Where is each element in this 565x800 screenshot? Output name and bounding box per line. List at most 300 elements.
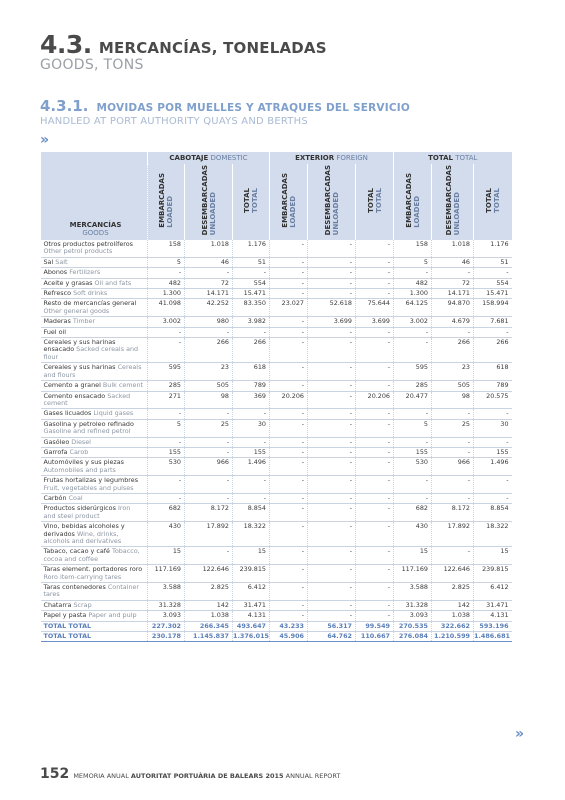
- table-cell: 2.825: [432, 583, 474, 601]
- table-row: [41, 611, 512, 621]
- table-cell: 5: [394, 257, 432, 267]
- table-cell: 3.002: [148, 317, 185, 327]
- table-row: [41, 409, 512, 419]
- table-row: [41, 476, 512, 494]
- footer-post: ANNUAL REPORT: [285, 772, 341, 780]
- table-cell: 43.233: [270, 621, 308, 631]
- table-cell: 966: [432, 458, 474, 476]
- table-cell: 682: [394, 504, 432, 522]
- table-cell: -: [148, 476, 185, 494]
- table-cell: 3.588: [148, 583, 185, 601]
- table-cell: 23: [432, 363, 474, 381]
- table-row: [41, 437, 512, 447]
- row-label: Taras contenedores Container tares: [41, 583, 148, 601]
- table-cell: -: [356, 278, 394, 288]
- double-chevron-icon: »: [515, 726, 525, 742]
- table-cell: 1.176: [233, 240, 270, 257]
- table-cell: 99.549: [356, 621, 394, 631]
- row-label: Vino, bebidas alcoholes y derivados Wine, drinks, alcohols and derivatives: [41, 522, 148, 547]
- table-cell: 5: [148, 257, 185, 267]
- row-label: Garrofa Carob: [41, 447, 148, 457]
- table-row: [41, 257, 512, 267]
- table-cell: 285: [394, 381, 432, 391]
- table-cell: -: [308, 257, 356, 267]
- table-cell: -: [308, 327, 356, 337]
- table-cell: 618: [474, 363, 512, 381]
- table-cell: -: [270, 327, 308, 337]
- table-cell: 595: [394, 363, 432, 381]
- table-cell: -: [185, 268, 233, 278]
- table-cell: 52.618: [308, 299, 356, 317]
- table-cell: 15: [148, 547, 185, 565]
- table-cell: 266: [474, 338, 512, 363]
- table-cell: 20.575: [474, 391, 512, 409]
- table-cell: 158: [148, 240, 185, 257]
- table-cell: -: [308, 583, 356, 601]
- footer-pre: MEMORIA ANUAL: [73, 772, 129, 780]
- table-cell: 15.471: [233, 289, 270, 299]
- table-cell: -: [233, 476, 270, 494]
- table-cell: -: [356, 338, 394, 363]
- section-title-es: MERCANCÍAS, TONELADAS: [98, 39, 327, 57]
- table-cell: -: [356, 611, 394, 621]
- table-cell: 5: [394, 419, 432, 437]
- table-row: [41, 447, 512, 457]
- table-cell: 493.647: [233, 621, 270, 631]
- row-label: Taras element. portadores roro Roro item-carrying tares: [41, 565, 148, 583]
- table-cell: -: [270, 493, 308, 503]
- table-cell: -: [148, 437, 185, 447]
- group-header-domestic: CABOTAJE DOMESTIC: [148, 152, 270, 164]
- table-row: [41, 419, 512, 437]
- goods-table: [40, 152, 512, 642]
- table-cell: -: [185, 327, 233, 337]
- table-cell: 266: [233, 338, 270, 363]
- subcolumn-header: TOTAL TOTAL: [233, 164, 270, 240]
- subcolumn-header: TOTAL TOTAL: [474, 164, 512, 240]
- row-label: Abonos Fertilizers: [41, 268, 148, 278]
- table-cell: -: [432, 447, 474, 457]
- table-cell: -: [148, 493, 185, 503]
- row-label: TOTAL TOTAL: [41, 621, 148, 631]
- table-cell: 3.588: [394, 583, 432, 601]
- table-cell: -: [270, 476, 308, 494]
- table-cell: -: [432, 476, 474, 494]
- row-label: Cereales y sus harinas Cereals and flours: [41, 363, 148, 381]
- table-cell: 117.169: [394, 565, 432, 583]
- table-cell: -: [308, 458, 356, 476]
- table-cell: 18.322: [233, 522, 270, 547]
- table-cell: 3.093: [148, 611, 185, 621]
- row-label: Cemento a granel Bulk cement: [41, 381, 148, 391]
- row-label: Frutas hortalizas y legumbres Fruit, vegetables and pulses: [41, 476, 148, 494]
- row-label: Refresco Soft drinks: [41, 289, 148, 299]
- goods-column-header: MERCANCÍAS GOODS: [41, 152, 148, 240]
- row-label: Aceite y grasas Oil and fats: [41, 278, 148, 288]
- table-cell: 158: [394, 240, 432, 257]
- table-cell: 3.699: [308, 317, 356, 327]
- table-cell: 31.471: [233, 600, 270, 610]
- table-cell: -: [270, 363, 308, 381]
- table-cell: -: [356, 268, 394, 278]
- table-cell: -: [148, 409, 185, 419]
- table-row: [41, 600, 512, 610]
- table-cell: 20.206: [356, 391, 394, 409]
- table-cell: -: [270, 611, 308, 621]
- table-cell: -: [474, 327, 512, 337]
- row-label: Papel y pasta Paper and pulp: [41, 611, 148, 621]
- table-cell: -: [308, 338, 356, 363]
- table-cell: 3.002: [394, 317, 432, 327]
- table-row: [41, 338, 512, 363]
- table-cell: -: [308, 289, 356, 299]
- table-cell: 1.376.015: [233, 632, 269, 641]
- table-cell: 230.178: [148, 632, 185, 642]
- table-cell: 505: [185, 381, 233, 391]
- table-cell: 158.994: [474, 299, 512, 317]
- table-cell: 30: [233, 419, 270, 437]
- table-cell: -: [308, 447, 356, 457]
- table-cell: -: [308, 278, 356, 288]
- table-row: [41, 391, 512, 409]
- group-header-total: TOTAL TOTAL: [394, 152, 512, 164]
- table-cell: -: [148, 327, 185, 337]
- table-cell: 789: [233, 381, 270, 391]
- table-cell: 593.196: [474, 621, 512, 631]
- table-cell: 482: [148, 278, 185, 288]
- table-cell: -: [356, 522, 394, 547]
- table-cell: 1.038: [185, 611, 233, 621]
- table-cell: 41.098: [148, 299, 185, 317]
- table-cell: -: [270, 381, 308, 391]
- table-cell: 18.322: [474, 522, 512, 547]
- table-cell: 8.854: [233, 504, 270, 522]
- table-cell: -: [308, 476, 356, 494]
- subsection-number: 4.3.1.: [40, 97, 89, 115]
- table-cell: 23: [185, 363, 233, 381]
- table-row: [41, 381, 512, 391]
- table-cell: -: [270, 317, 308, 327]
- table-cell: 20.477: [394, 391, 432, 409]
- table-cell: 1.496: [474, 458, 512, 476]
- table-cell: -: [185, 409, 233, 419]
- table-cell: -: [394, 476, 432, 494]
- table-cell: 266: [432, 338, 474, 363]
- page-footer: [40, 766, 340, 782]
- table-cell: -: [270, 338, 308, 363]
- table-row: [41, 240, 512, 257]
- subcolumn-header: DESEMBARCADAS UNLOADED: [432, 164, 474, 240]
- table-cell: -: [308, 611, 356, 621]
- table-cell: 266.345: [185, 621, 233, 631]
- table-cell: 3.093: [394, 611, 432, 621]
- subcolumn-header: EMBARCADAS LOADED: [270, 164, 308, 240]
- subsection-title-es: MOVIDAS POR MUELLES Y ATRAQUES DEL SERVICIO: [96, 102, 410, 114]
- table-cell: -: [356, 240, 394, 257]
- table-cell: -: [233, 268, 270, 278]
- table-cell: 64.125: [394, 299, 432, 317]
- table-row: [41, 583, 512, 601]
- subsection-title-en: HANDLED AT PORT AUTHORITY QUAYS AND BERTHS: [40, 116, 308, 127]
- row-label: Resto de mercancías general Other general goods: [41, 299, 148, 317]
- table-cell: 430: [394, 522, 432, 547]
- table-cell: -: [308, 522, 356, 547]
- table-cell: 530: [394, 458, 432, 476]
- table-cell: -: [474, 268, 512, 278]
- section-heading: [40, 30, 327, 73]
- table-cell: 31.328: [148, 600, 185, 610]
- row-label: Fuel oil: [41, 327, 148, 337]
- table-cell: 980: [185, 317, 233, 327]
- table-cell: 15.471: [474, 289, 512, 299]
- table-cell: 789: [474, 381, 512, 391]
- table-cell: -: [394, 338, 432, 363]
- table-cell: -: [432, 437, 474, 447]
- table-cell: -: [308, 547, 356, 565]
- table-cell: 20.206: [270, 391, 308, 409]
- table-cell: -: [185, 476, 233, 494]
- table-cell: 142: [185, 600, 233, 610]
- table-cell: 64.762: [308, 632, 356, 642]
- table-cell: 51: [474, 257, 512, 267]
- table-cell: 505: [432, 381, 474, 391]
- table-cell: 554: [474, 278, 512, 288]
- table-cell: -: [432, 547, 474, 565]
- table-cell: -: [432, 327, 474, 337]
- row-label: TOTAL TOTAL: [41, 632, 148, 642]
- table-cell: 682: [148, 504, 185, 522]
- footer-org: AUTORITAT PORTUÀRIA DE BALEARS 2015: [130, 772, 284, 780]
- table-cell: 1.038: [432, 611, 474, 621]
- table-cell: 2.825: [185, 583, 233, 601]
- table-cell: 7.681: [474, 317, 512, 327]
- table-cell: -: [356, 289, 394, 299]
- table-cell: 6.412: [233, 583, 270, 601]
- table-cell: 266: [185, 338, 233, 363]
- table-cell: 618: [233, 363, 270, 381]
- table-cell: -: [270, 240, 308, 257]
- table-cell: 98: [185, 391, 233, 409]
- table-cell: 72: [185, 278, 233, 288]
- table-cell: 31.471: [474, 600, 512, 610]
- table-cell: -: [356, 363, 394, 381]
- table-cell: 155: [148, 447, 185, 457]
- table-cell: 142: [432, 600, 474, 610]
- table-cell: 56.317: [308, 621, 356, 631]
- table-cell: -: [270, 409, 308, 419]
- table-cell: -: [356, 547, 394, 565]
- row-label: Gases licuados Liquid gases: [41, 409, 148, 419]
- table-row: [41, 289, 512, 299]
- table-row: [41, 363, 512, 381]
- table-cell: 1.145.837: [185, 632, 233, 642]
- table-cell: -: [356, 600, 394, 610]
- table-cell: 110.667: [356, 632, 394, 642]
- table-cell: 17.892: [432, 522, 474, 547]
- table-cell: 122.646: [432, 565, 474, 583]
- table-cell: -: [270, 437, 308, 447]
- table-row: [41, 327, 512, 337]
- table-cell: 530: [148, 458, 185, 476]
- table-cell: 4.131: [233, 611, 270, 621]
- table-cell: -: [394, 493, 432, 503]
- table-cell: -: [474, 437, 512, 447]
- table-cell: -: [308, 565, 356, 583]
- table-cell: 1.210.599: [432, 632, 474, 642]
- row-label: Productos siderúrgicos Iron and steel product: [41, 504, 148, 522]
- table-cell: -: [432, 268, 474, 278]
- table-cell: 94.870: [432, 299, 474, 317]
- table-cell: 155: [394, 447, 432, 457]
- row-label: Carbón Coal: [41, 493, 148, 503]
- table-cell: 276.084: [394, 632, 432, 642]
- table-cell: 4.131: [474, 611, 512, 621]
- table-cell: -: [432, 493, 474, 503]
- table-cell: -: [270, 458, 308, 476]
- table-cell: 1.300: [148, 289, 185, 299]
- table-cell: 25: [185, 419, 233, 437]
- table-cell: 30: [474, 419, 512, 437]
- group-header-foreign: EXTERIOR FOREIGN: [270, 152, 394, 164]
- table-cell: 46: [432, 257, 474, 267]
- table-cell: -: [356, 493, 394, 503]
- table-cell: 595: [148, 363, 185, 381]
- table-cell: 155: [233, 447, 270, 457]
- table-cell: -: [474, 409, 512, 419]
- table-cell: 6.412: [474, 583, 512, 601]
- table-cell: 17.892: [185, 522, 233, 547]
- table-row: [41, 458, 512, 476]
- table-cell: -: [308, 363, 356, 381]
- subcolumn-header: EMBARCADAS LOADED: [394, 164, 432, 240]
- subcolumn-header: DESEMBARCADAS UNLOADED: [308, 164, 356, 240]
- table-cell: -: [185, 493, 233, 503]
- table-cell: -: [308, 381, 356, 391]
- table-cell: -: [270, 257, 308, 267]
- table-cell: 15: [233, 547, 270, 565]
- table-cell: -: [474, 476, 512, 494]
- subcolumn-header: DESEMBARCADAS UNLOADED: [185, 164, 233, 240]
- table-cell: 14.171: [432, 289, 474, 299]
- table-cell: -: [185, 547, 233, 565]
- table-cell: 239.815: [474, 565, 512, 583]
- table-cell: -: [270, 278, 308, 288]
- table-cell: -: [394, 409, 432, 419]
- row-label: Cereales y sus harinas ensacado Sacked cereals and flour: [41, 338, 148, 363]
- table-cell: -: [356, 437, 394, 447]
- table-cell: -: [308, 391, 356, 409]
- table-row: [41, 565, 512, 583]
- table-cell: -: [308, 504, 356, 522]
- table-cell: 98: [432, 391, 474, 409]
- table-cell: -: [185, 437, 233, 447]
- table-cell: 1.018: [432, 240, 474, 257]
- table-cell: 270.535: [394, 621, 432, 631]
- table-cell: 25: [432, 419, 474, 437]
- table-cell: -: [432, 409, 474, 419]
- table-cell: -: [270, 547, 308, 565]
- table-cell: 122.646: [185, 565, 233, 583]
- table-cell: -: [270, 419, 308, 437]
- table-cell: -: [270, 504, 308, 522]
- table-cell: 155: [474, 447, 512, 457]
- table-cell: 117.169: [148, 565, 185, 583]
- table-cell: -: [185, 447, 233, 457]
- row-label: Gasolina y petroleo refinado Gasoline and refined petrol: [41, 419, 148, 437]
- table-cell: -: [308, 268, 356, 278]
- table-cell: 14.171: [185, 289, 233, 299]
- table-cell: -: [270, 565, 308, 583]
- row-label: Otros productos petrolíferos Other petrol products: [41, 240, 148, 257]
- table-cell: 42.252: [185, 299, 233, 317]
- table-cell: -: [394, 268, 432, 278]
- table-cell: 5: [148, 419, 185, 437]
- row-label: Cemento ensacado Sacked cement: [41, 391, 148, 409]
- row-label: Maderas Timber: [41, 317, 148, 327]
- table-row: [41, 493, 512, 503]
- table-cell: -: [356, 257, 394, 267]
- table-cell: -: [270, 583, 308, 601]
- section-title-en: GOODS, TONS: [40, 57, 144, 73]
- table-cell: -: [308, 600, 356, 610]
- table-cell: -: [394, 437, 432, 447]
- row-label: Sal Salt: [41, 257, 148, 267]
- table-row: [41, 268, 512, 278]
- table-cell: -: [356, 327, 394, 337]
- table-cell: 1.018: [185, 240, 233, 257]
- table-cell: -: [270, 289, 308, 299]
- table-cell: 1.496: [233, 458, 270, 476]
- table-cell: 285: [148, 381, 185, 391]
- table-cell: 1.300: [394, 289, 432, 299]
- table-cell: 15: [394, 547, 432, 565]
- table-cell: -: [270, 522, 308, 547]
- table-cell: 23.027: [270, 299, 308, 317]
- table-cell: 4.679: [432, 317, 474, 327]
- table-cell: 8.172: [432, 504, 474, 522]
- table-row: [41, 299, 512, 317]
- page-number: 152: [40, 766, 70, 782]
- table-cell: 46: [185, 257, 233, 267]
- total-row: [41, 632, 512, 642]
- table-cell: 322.662: [432, 621, 474, 631]
- subcolumn-header: EMBARCADAS LOADED: [148, 164, 185, 240]
- table-row: [41, 522, 512, 547]
- table-cell: -: [308, 409, 356, 419]
- table-cell: -: [308, 437, 356, 447]
- table-cell: -: [356, 476, 394, 494]
- table-cell: 45.906: [270, 632, 308, 642]
- subcolumn-header: TOTAL TOTAL: [356, 164, 394, 240]
- table-cell: 1.176: [474, 240, 512, 257]
- double-chevron-icon: »: [40, 132, 50, 148]
- table-cell: -: [233, 409, 270, 419]
- table-row: [41, 547, 512, 565]
- table-cell: 3.699: [356, 317, 394, 327]
- row-label: Chatarra Scrap: [41, 600, 148, 610]
- table-cell: 83.350: [233, 299, 270, 317]
- table-cell: -: [394, 327, 432, 337]
- table-cell: 430: [148, 522, 185, 547]
- table-cell: -: [356, 565, 394, 583]
- table-cell: 227.302: [148, 621, 185, 631]
- table-cell: -: [356, 458, 394, 476]
- table-row: [41, 504, 512, 522]
- table-cell: 31.328: [394, 600, 432, 610]
- table-cell: -: [474, 493, 512, 503]
- table-cell: 8.172: [185, 504, 233, 522]
- table-cell: 482: [394, 278, 432, 288]
